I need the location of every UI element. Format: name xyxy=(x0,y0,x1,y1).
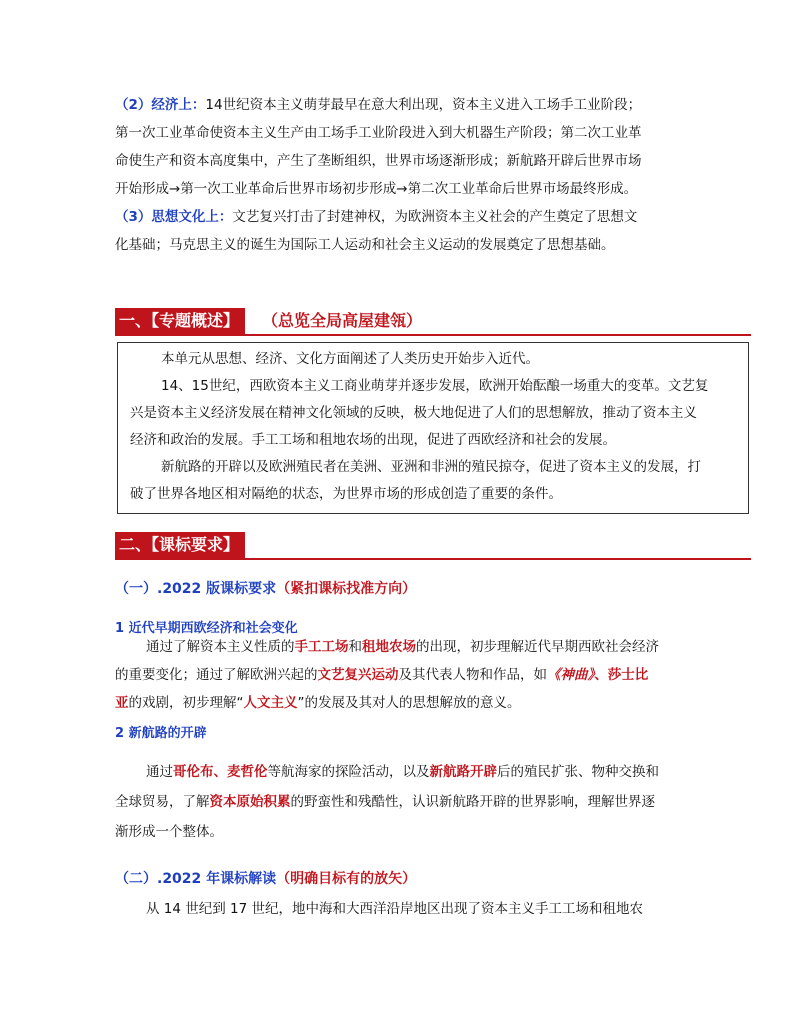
economy-line-2: 第一次工业革命使资本主义生产由工场手工业阶段进入到大机器生产阶段；第二次工业革 xyxy=(115,125,642,141)
economy-label: （2）经济上： xyxy=(115,97,206,113)
overview-line-3: 兴是资本主义经济发展在精神文化领域的反映，极大地促进了人们的思想解放，推动了资本主义 xyxy=(130,405,697,421)
culture-line-2: 化基础；马克思主义的诞生为国际工人运动和社会主义运动的发展奠定了思想基础。 xyxy=(115,237,615,253)
heading-new-sea-routes: 2 新航路的开辟 xyxy=(115,726,207,741)
overview-line-6: 破了世界各地区相对隔绝的状态，为世界市场的形成创造了重要的条件。 xyxy=(130,486,562,502)
economy-line-4: 开始形成→第一次工业革命后世界市场初步形成→第二次工业革命后世界市场最终形成。 xyxy=(115,181,638,197)
standards-para1-line2: 的重要变化；通过了解欧洲兴起的文艺复兴运动及其代表人物和作品，如《神曲》、莎士比 xyxy=(115,667,649,683)
overview-line-5: 新航路的开辟以及欧洲殖民者在美洲、亚洲和非洲的殖民掠夺，促进了资本主义的发展，打 xyxy=(161,459,701,475)
section2-rule xyxy=(115,558,751,560)
interpretation-line-1: 从 14 世纪到 17 世纪，地中海和大西洋沿岸地区出现了资本主义手工工场和租地农 xyxy=(146,901,644,917)
standards-para2-line3: 渐形成一个整体。 xyxy=(115,824,223,840)
standards-para2-line1: 通过哥伦布、麦哲伦等航海家的探险活动，以及新航路开辟后的殖民扩张、物种交换和 xyxy=(146,764,659,780)
culture-line-1: （3）思想文化上：文艺复兴打击了封建神权，为欧洲资本主义社会的产生奠定了思想文 xyxy=(115,209,638,225)
economy-line-1: （2）经济上：14世纪资本主义萌芽最早在意大利出现，资本主义进入工场手工业阶段； xyxy=(115,97,642,113)
economy-line-3: 命使生产和资本高度集中，产生了垄断组织，世界市场逐渐形成；新航路开辟后世界市场 xyxy=(115,153,642,169)
standards-para2-line2: 全球贸易，了解资本原始积累的野蛮性和残酷性，认识新航路开辟的世界影响，理解世界逐 xyxy=(115,794,655,810)
section1-rule xyxy=(115,334,751,336)
section2-banner: 二、【课标要求】 xyxy=(115,532,245,558)
section2-subheading-1: （一）.2022 版课标要求（紧扣课标找准方向） xyxy=(115,581,417,597)
heading-modern-europe: 1 近代早期西欧经济和社会变化 xyxy=(115,621,298,636)
standards-para1-line1: 通过了解资本主义性质的手工工场和租地农场的出现，初步理解近代早期西欧社会经济 xyxy=(146,639,659,655)
overview-line-2: 14、15世纪，西欧资本主义工商业萌芽并逐步发展，欧洲开始酝酿一场重大的变革。文艺复 xyxy=(161,378,709,394)
standards-para1-line3: 亚的戏剧，初步理解“人文主义”的发展及其对人的思想解放的意义。 xyxy=(115,695,521,711)
overview-box xyxy=(117,342,749,514)
overview-line-4: 经济和政治的发展。手工工场和租地农场的出现，促进了西欧经济和社会的发展。 xyxy=(130,432,616,448)
overview-line-1: 本单元从思想、经济、文化方面阐述了人类历史开始步入近代。 xyxy=(161,351,539,367)
section1-banner: 一、【专题概述】 xyxy=(115,308,245,334)
section2-subheading-2: （二）.2022 年课标解读（明确目标有的放矢） xyxy=(115,871,417,887)
culture-label: （3）思想文化上： xyxy=(115,209,233,225)
section1-banner-tail: （总览全局高屋建瓴） xyxy=(262,311,423,330)
